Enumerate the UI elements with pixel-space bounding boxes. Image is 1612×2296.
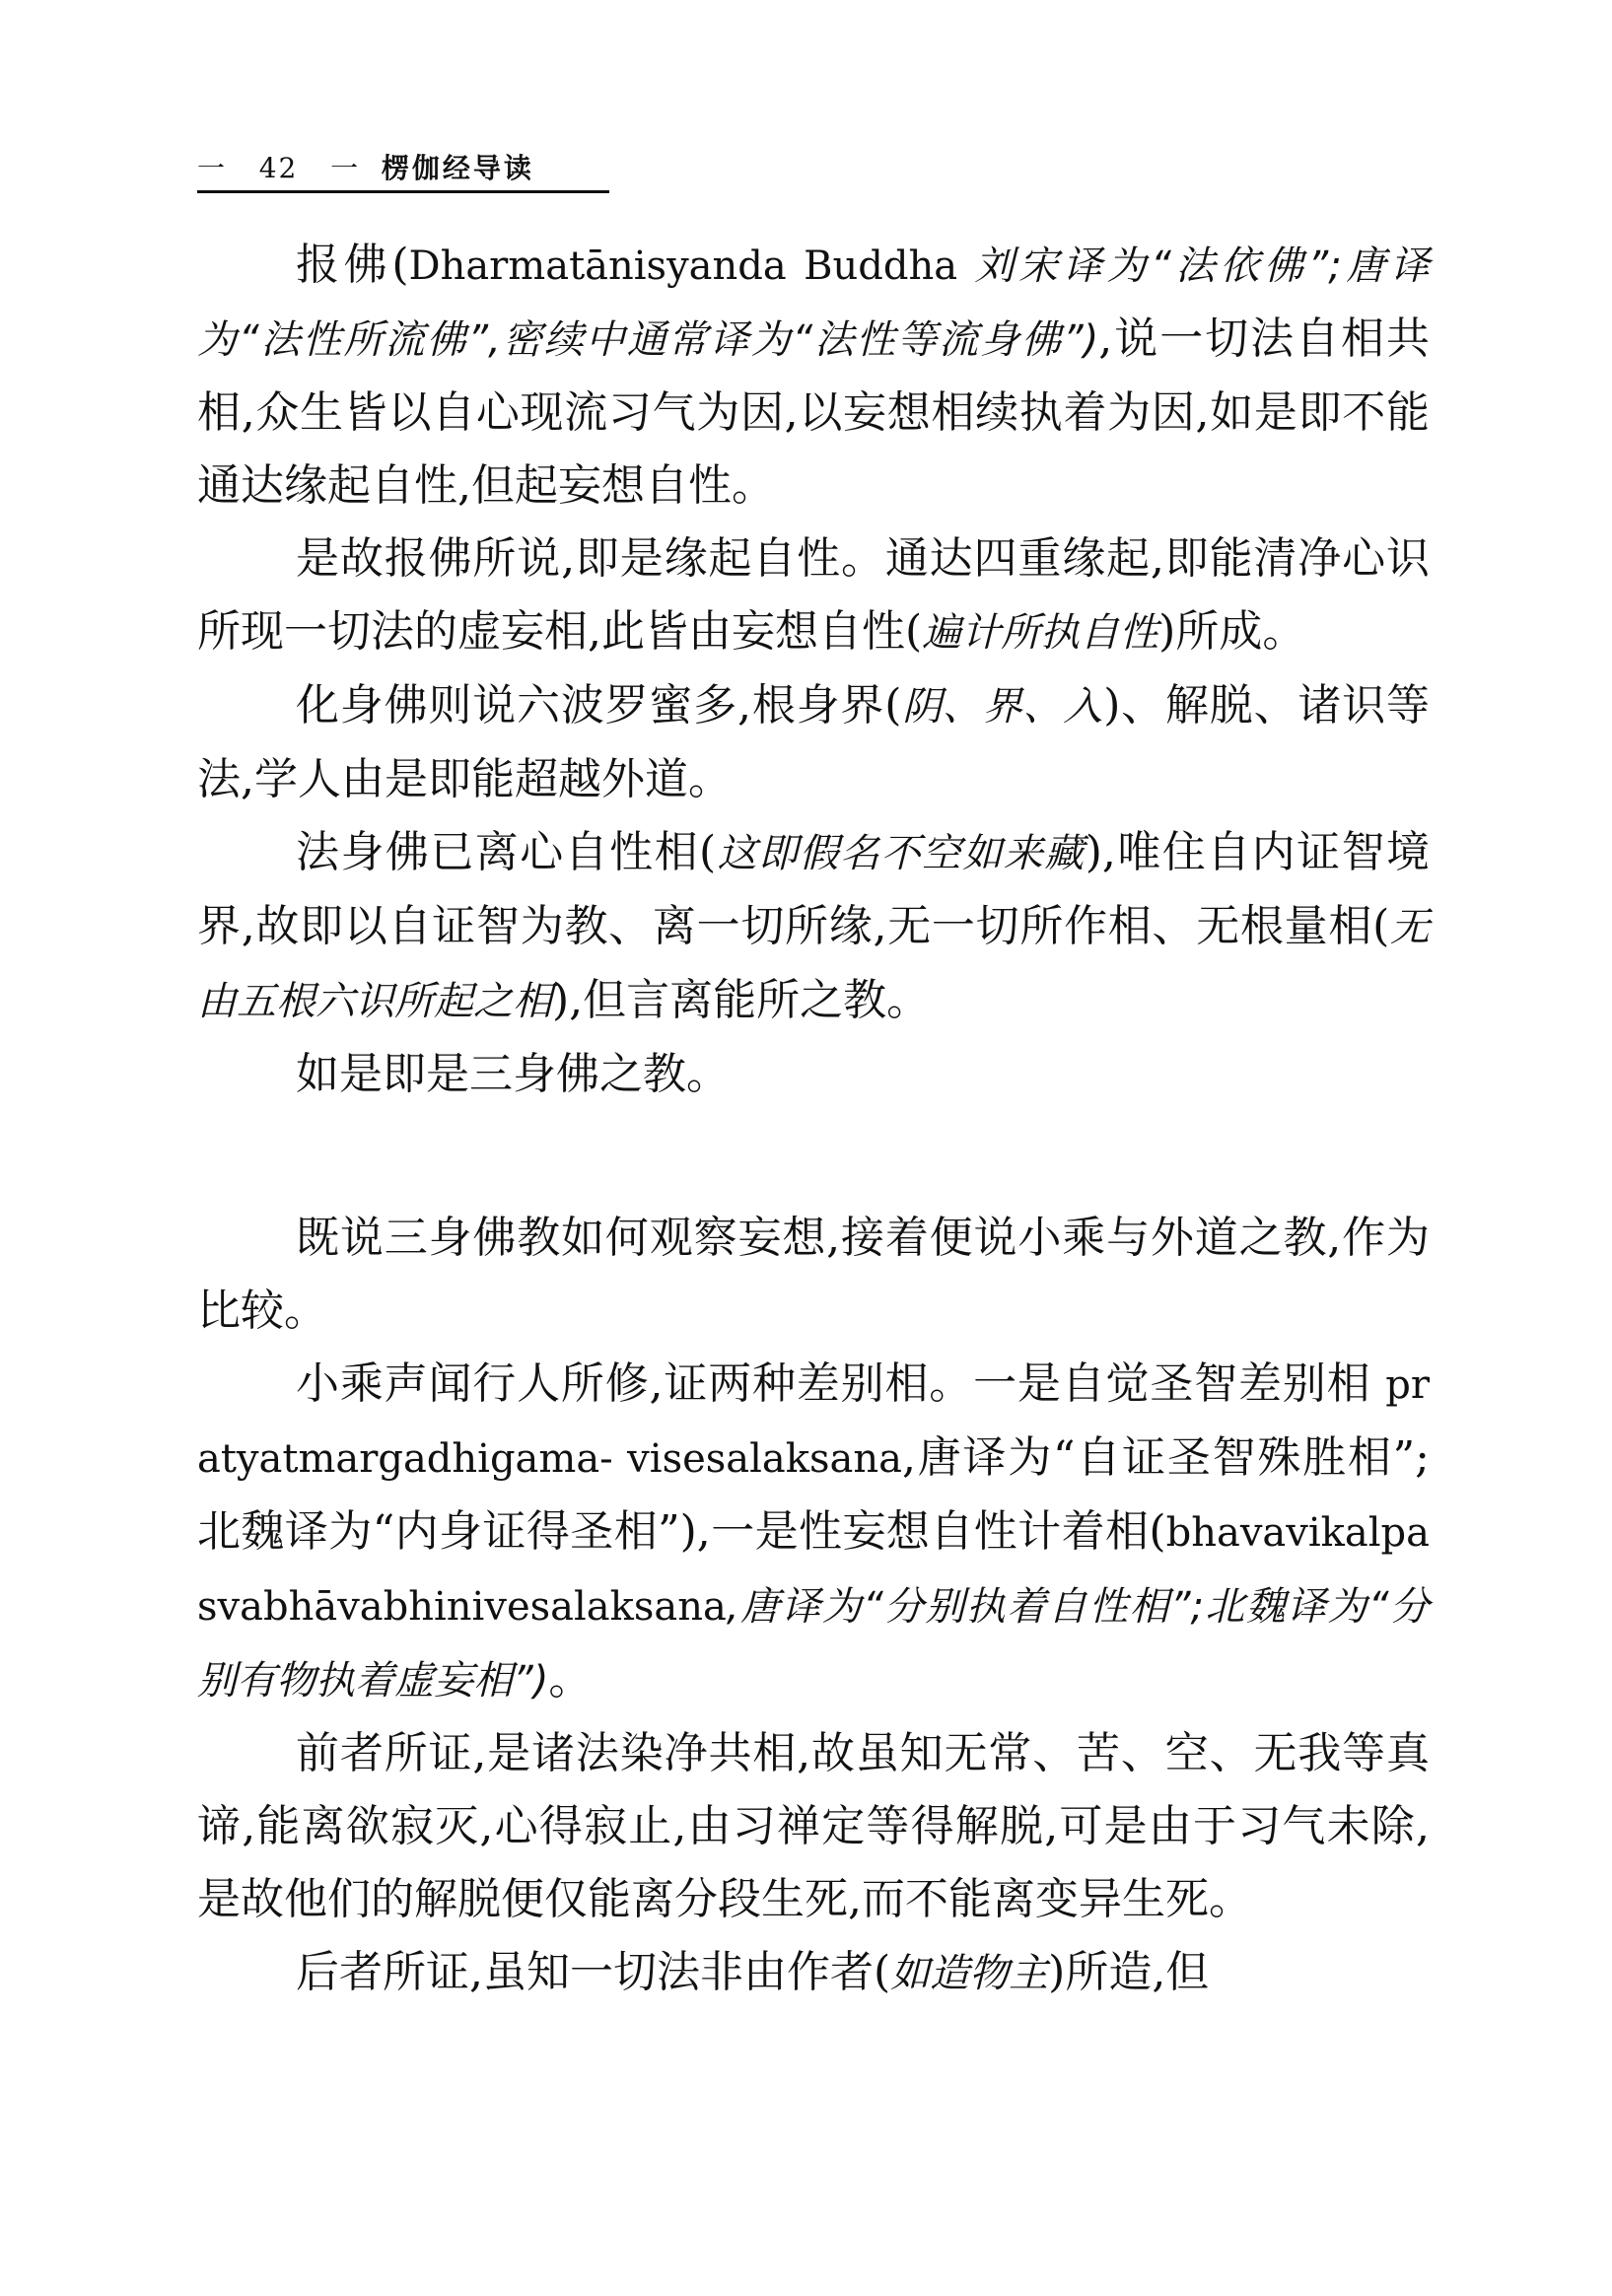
- annotation-text: 无由五根六识所起之相: [197, 905, 1431, 1024]
- body-text: [197, 229, 1430, 2010]
- paragraph: [197, 1348, 1430, 1717]
- sanskrit-term: pratyatmargadhigama- visesalaksana: [197, 1362, 1430, 1482]
- paragraph: [197, 1936, 1430, 2010]
- paragraph-text: ,说一切法自相共相,众生皆以自心现流习气为因,以妄想相续执着为因,如是即不能通达缘起自性,但起妄想自性。: [197, 313, 1430, 511]
- paragraph-text: )、解脱、诸识等法,学人由是即能超越外道。: [197, 680, 1431, 804]
- paragraph-text: 后者所证,虽知一切法非由作者(: [296, 1947, 891, 1997]
- paragraph-text: ),唯住自内证智境界,故即以自证智为教、离一切所缘,无一切所作相、无根量相(: [197, 827, 1431, 951]
- paragraph-text: ),但言离能所之教。: [552, 975, 931, 1025]
- head-dash-left: 一: [197, 152, 228, 184]
- paragraph: [197, 669, 1430, 816]
- sanskrit-term: Dharmatānisyanda Buddha: [408, 244, 958, 289]
- annotation-text: 阴、界、入: [901, 684, 1104, 730]
- paragraph-text: 。: [548, 1654, 593, 1705]
- paragraph: [197, 1202, 1430, 1348]
- sanskrit-term: bhavavikalpasvabhāvabhinivesalaksana: [197, 1510, 1430, 1630]
- paragraph-text: 前者所证,是诸法染净共相,故虽知无常、苦、空、无我等真谛,能离欲寂灭,心得寂止,由习禅定等得解脱,可是由于习气未除,是故他们的解脱便仅能离分段生死,而不能离变异生死。: [197, 1728, 1430, 1924]
- header-rule: [197, 190, 609, 193]
- annotation-text: 刘宋译为“法依佛”;唐译为“法性所流佛”,密续中通常译为“法性等流身佛”): [197, 244, 1431, 363]
- paragraph-text: )所造,但: [1048, 1947, 1210, 1997]
- paragraph: [197, 1038, 1430, 1111]
- annotation-text: 这即假名不空如来藏: [716, 831, 1086, 876]
- paragraph-text: 是故报佛所说,即是缘起自性。通达四重缘起,即能清净心识所现一切法的虚妄相,此皆由妄想自性(: [197, 533, 1430, 657]
- paragraph: [197, 229, 1430, 522]
- paragraph-text: 化身佛则说六波罗蜜多,根身界(: [296, 680, 902, 731]
- head-dash-right: 一: [330, 152, 361, 184]
- paragraph-text: 如是即是三身佛之教。: [296, 1049, 730, 1099]
- annotation-text: 遍计所执自性: [922, 610, 1159, 656]
- paragraph: [197, 522, 1430, 669]
- paragraph-text: 既说三身佛教如何观察妄想,接着便说小乘与外道之教,作为比较。: [197, 1213, 1430, 1336]
- page-number: 42: [258, 152, 299, 184]
- paragraph-text: 法身佛已离心自性相(: [296, 827, 717, 877]
- running-head: [197, 148, 611, 189]
- paragraph-text: 报佛(: [296, 240, 409, 290]
- paragraph-text: ,唐译为“自证圣智殊胜相”;北魏译为“内身证得圣相”),一是性妄想自性计着相(: [197, 1432, 1430, 1557]
- paragraph-text: 小乘声闻行人所修,证两种差别相。一是自觉圣智差别相: [296, 1358, 1386, 1409]
- annotation-text: ,唐译为“分别执着自性相”;北魏译为“分别有物执着虚妄相”): [197, 1584, 1430, 1704]
- paragraph: [197, 1717, 1430, 1936]
- paragraph-text: )所成。: [1158, 606, 1306, 657]
- annotation-text: 如造物主: [890, 1951, 1049, 1996]
- paragraph: [197, 816, 1430, 1038]
- book-title: 楞伽经导读: [381, 152, 534, 184]
